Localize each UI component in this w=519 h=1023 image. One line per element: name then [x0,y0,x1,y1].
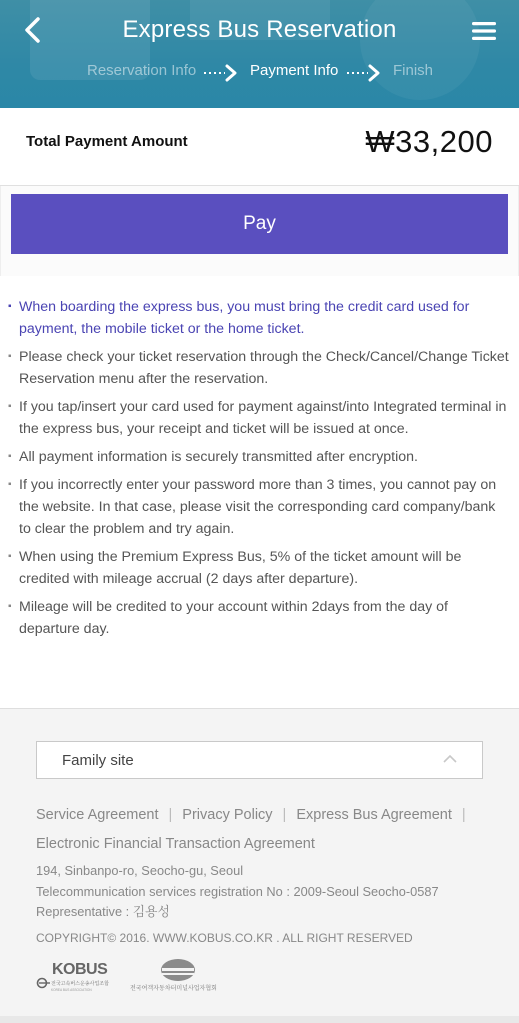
menu-button[interactable] [467,14,501,48]
company-info [36,861,506,923]
total-payment-amount: ₩33,200 [365,124,493,159]
family-site-select[interactable] [36,741,483,779]
link-separator: | [282,807,287,823]
step-payment-info: Payment Info [250,62,339,79]
bullet-icon: ▪ [8,551,12,562]
service-agreement-link[interactable]: Service Agreement [36,807,159,823]
address-text: 194, Sinbanpo-ro, Seocho-gu, Seoul [36,863,244,878]
express-bus-agreement-link[interactable]: Express Bus Agreement [296,807,452,823]
privacy-policy-link[interactable]: Privacy Policy [182,807,273,823]
notice-item: ▪ Please check your ticket reservation through the Check/Cancel/Change Ticket Reservation menu after the reservation. [8,346,511,390]
bullet-icon: ▪ [8,351,12,362]
notice-item: ▪ Mileage will be credited to your account within 2days from the day of departure day. [8,596,511,640]
header-background-decoration [360,0,480,100]
bottom-edge [0,1016,519,1023]
bullet-icon: ▪ [8,601,12,612]
link-separator: | [461,807,466,823]
page-title: Express Bus Reservation [122,16,397,43]
total-payment-row [0,108,519,186]
hamburger-menu-icon [471,20,497,42]
notice-item: ▪ All payment information is securely transmitted after encryption. [8,446,511,468]
total-payment-label: Total Payment Amount [26,133,188,150]
chevron-up-icon [442,753,458,765]
dotted-arrow-icon [203,63,239,83]
kobus-logo [36,957,116,995]
page-header [0,0,519,108]
representative-text: Representative : 김용성 [36,904,170,919]
step-finish: Finish [393,62,434,79]
bullet-icon: ▪ [8,301,12,312]
copyright-text: COPYRIGHT© 2016. WWW.KOBUS.CO.KR . ALL RIGHT RESERVED [36,931,413,945]
notice-item: ▪ If you incorrectly enter your password more than 3 times, you cannot pay on the website. In that case, please visit the corresponding card company/bank to clear the problem and try again. [8,474,511,540]
svg-text:전국여객자동차터미널사업자협회: 전국여객자동차터미널사업자협회 [130,986,217,992]
terminal-association-logo [128,957,228,995]
notice-item: ▪ If you tap/insert your card used for payment against/into Integrated terminal in the express bus, your receipt and ticket will be issued at once. [8,396,511,440]
notice-item: ▪ When using the Premium Express Bus, 5% of the ticket amount will be credited with mileage accrual (2 days after departure). [8,546,511,590]
svg-text:전국고속버스운송사업조합: 전국고속버스운송사업조합 [51,981,109,987]
svg-text:KOBUS: KOBUS [52,961,108,978]
progress-steps [0,62,519,82]
registration-text: Telecommunication services registration No : 2009-Seoul Seocho-0587 [36,883,439,899]
partner-logos [36,957,296,997]
page-footer [0,708,519,1023]
step-reservation-info: Reservation Info [87,62,197,79]
dotted-arrow-icon [346,63,382,83]
svg-text:KOREA BUS ASSOCIATION: KOREA BUS ASSOCIATION [51,988,92,992]
bullet-icon: ▪ [8,451,12,462]
bullet-icon: ▪ [8,479,12,490]
family-site-label: Family site [62,751,134,769]
pay-button[interactable]: Pay [11,194,508,254]
link-separator: | [168,807,173,823]
payment-notices [8,296,511,646]
bullet-icon: ▪ [8,401,12,412]
notice-item: ▪ When boarding the express bus, you must bring the credit card used for payment, the mobile ticket or the home ticket. [8,296,511,340]
footer-links [36,801,496,859]
electronic-financial-agreement-link[interactable]: Electronic Financial Transaction Agreement [36,836,315,852]
